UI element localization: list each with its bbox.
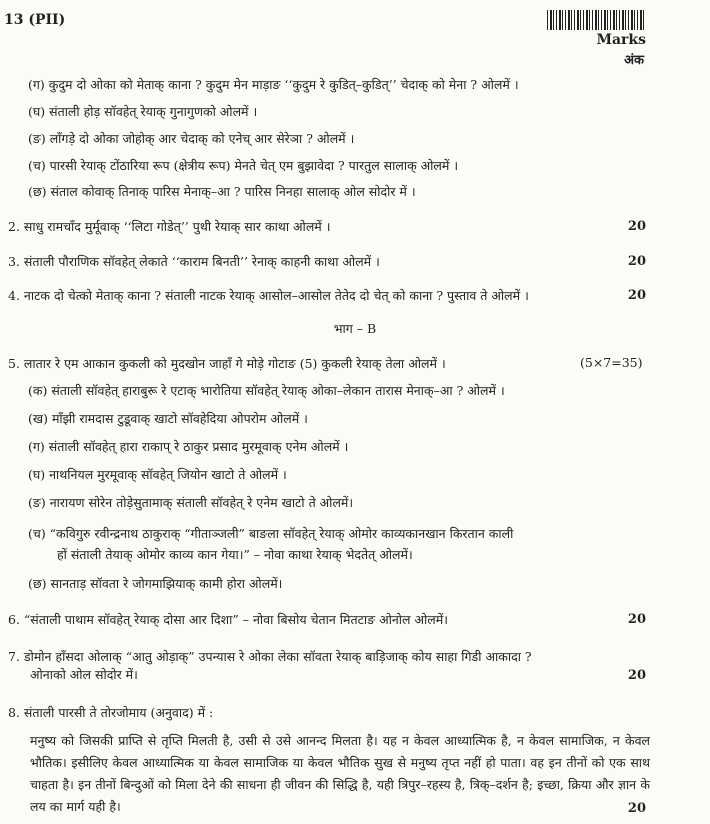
translation-passage: मनुष्य को जिसकी प्राप्ति से तृप्ति मिलती है, उसी से उसे आनन्द मिलता है। यह न केवल आध्यात्मिक है, न केवल सामाजिक, न केवल भौतिक। इसीलिए केवल आध्यात्मिक या केवल सामाजिक या केवल भौतिक सुख से मनुष्य तृप्त नहीं हो पाता। वह इन तीनों को एक साथ चाहता है। इन तीनों बिन्दुओं को मिला देने की साधना ही जीवन की सिद्धि है, यही त्रिपुर–रहस्य है, त्रिक्–दर्शन है; इच्छा, क्रिया और ज्ञान के लय का मार्ग यही है। — [30, 733, 650, 814]
question-5: 5. लातार रे एम आकान कुकली को मुदखोन जाहाँ गे मोड़े गोटाङ (5) कुकली रेयाक् तेला ओलमें । — [8, 356, 446, 371]
question-6: 6. “संताली पाथाम सॉवहेत् रेयाक् दोसा आर दिशा” – नोवा बिसोय चेतान मितटाङ ओनोल ओलमें। — [8, 612, 448, 627]
marks-label-hi: अंक — [624, 53, 644, 68]
question-7: 7. डोमोन हाँसदा ओलाक् “आतु ओड़ाक्” उपन्यास रे ओका लेका सॉवता रेयाक् बाड़िजाक् कोय साहा गिडी आकादा ? — [8, 649, 532, 664]
paper-code: 13 (PII) — [4, 12, 66, 28]
marks-label-en: Marks — [596, 32, 646, 48]
section-heading: भाग – B — [333, 321, 377, 336]
sub-question: (ङ) नारायण सोरेन तोड़ेसुतामाक् संताली सॉवहेत् रे एनेम खाटो ते ओलमें। — [28, 495, 354, 510]
question-7-continuation: ओनाको ओल सोदोर में। — [30, 667, 138, 682]
barcode — [547, 10, 644, 30]
question-2-marks: 20 — [627, 219, 646, 234]
question-4-marks: 20 — [627, 288, 646, 303]
sub-question: (च) पारसी रेयाक् टोंठारिया रूप (क्षेत्रीय रूप) मेनते चेत् एम बुझावेदा ? पारतुल सालाक् ओलमें । — [28, 158, 459, 173]
question-3-marks: 20 — [627, 254, 646, 269]
question-3: 3. संताली पौराणिक सॉवहेत् लेकाते ‘‘काराम बिनती’’ रेनाक् काहनी काथा ओलमें । — [8, 254, 380, 269]
question-7-marks: 20 — [627, 668, 646, 683]
question-8: 8. संताली पारसी ते तोरजोमाय (अनुवाद) में : — [8, 705, 214, 720]
question-4: 4. नाटक दो चेत्को मेताक् काना ? संताली नाटक रेयाक् आसोल–आसोल तेतेद दो चेत् को काना ? पुस्ताव ते ओलमें । — [8, 288, 529, 303]
sub-question: (छ) सानताड़ सॉवता रे जोगमाझियाक् कामी होरा ओलमें। — [28, 576, 283, 591]
sub-question: (ङ) लाँगड़े दो ओका जोहोक् आर चेदाक् को एनेच् आर सेरेञा ? ओलमें । — [28, 131, 355, 146]
sub-question: (घ) संताली होड़ सॉवहेत् रेयाक् गुनागुणको ओलमें । — [28, 104, 258, 119]
question-8-marks: 20 — [627, 801, 646, 816]
sub-question: (घ) नाथनियल मुरमूवाक् सॉवहेत् जियोन खाटो ते ओलमें । — [28, 467, 287, 482]
sub-question: (छ) संताल कोवाक् तिनाक् पारिस मेनाक्–आ ? पारिस निनहा सालाक् ओल सोदोर में । — [28, 184, 416, 199]
sub-question: (क) संताली सॉवहेत् हाराबुरू रे एटाक् भारोतिया सॉवहेत् रेयाक् ओका–लेकान तारास मेनाक्–आ ? ओलमें । — [28, 383, 505, 398]
question-2: 2. साधु रामचाँद मुर्मूवाक् ‘‘लिटा गोडेत्’’ पुथी रेयाक् सार काथा ओलमें । — [8, 219, 331, 234]
sub-question-continuation: हों संताली तेयाक् ओमोर काव्य कान गेया।” – नोवा काथा रेयाक् भेदतेत् ओलमें। — [57, 547, 413, 562]
sub-question: (च) “कविगुरु रवीन्द्रनाथ ठाकुराक् “गीताञ्जली” बाङला सॉवहेत् रेयाक् ओमोर काव्यकानखान किरतान काली — [28, 526, 514, 541]
sub-question: (ग) कुदुम दो ओका को मेताक् काना ? कुदुम मेन माड़ाङ ‘‘कुदुम रे कुडित्–कुडित्’’ चेदाक् को मेना ? ओलमें । — [28, 77, 519, 92]
sub-question: (ग) संताली सॉवहेत् हारा राकाप् रे ठाकुर प्रसाद मुरमूवाक् एनेम ओलमें । — [28, 439, 349, 454]
question-6-marks: 20 — [627, 612, 646, 627]
sub-question: (ख) माँझी रामदास टुडूवाक् खाटो सॉवहेदिया ओपरोम ओलमें । — [28, 411, 308, 426]
question-5-marks: (5×7=35) — [580, 355, 643, 370]
